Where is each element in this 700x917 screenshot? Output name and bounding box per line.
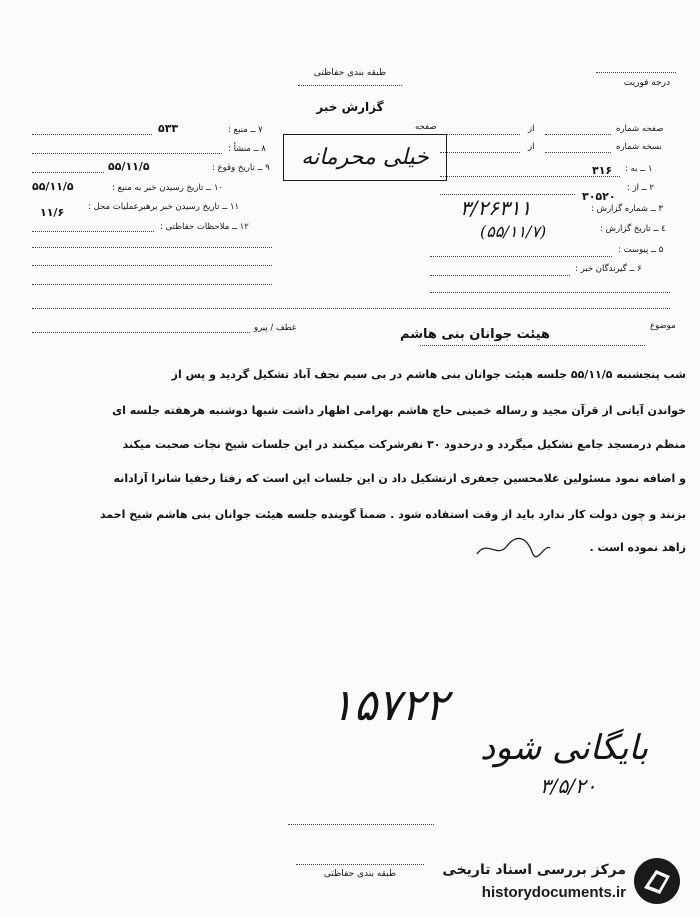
to-value: ۳۱۶	[592, 164, 613, 177]
body-line-5: بزنند و چون دولت کار ندارد باید از وقت استفاده شود . ضمناً گوینده جلسه هیئت جوانان بنی هاشم شیخ احمد	[99, 508, 686, 521]
classification-label: طبقه بندی حفاظتی	[313, 68, 387, 78]
occurrence-date-label: ۹ ــ تاریخ وقوع :	[212, 163, 270, 173]
report-date-label: ٤ ــ تاریخ گزارش :	[600, 224, 666, 234]
priority-line	[596, 72, 676, 73]
receipt-date-value: ۵۵/۱۱/۵	[32, 180, 74, 193]
subject-label: موضوع	[650, 321, 676, 331]
footer-rule	[288, 824, 434, 825]
page-label: صفحه	[415, 122, 437, 132]
reference-label: عطف / پیرو	[254, 323, 297, 333]
body-line-6: زاهد نموده است .	[589, 541, 686, 554]
source-label: ۷ ــ منبع :	[228, 125, 263, 135]
body-line-1: شب پنجشنبه ۵۵/۱۱/۵ جلسه هیئت جوانان بنی هاشم در بی سیم نجف آباد تشکیل گردید و پس از	[171, 368, 686, 381]
attachment-label: ۵ ــ پیوست :	[618, 245, 664, 255]
stamp-text: خیلی محرمانه	[301, 145, 429, 170]
ops-receipt-date-label: ۱۱ ــ تاریخ رسیدن خبر برهبرعملیات محل :	[88, 202, 240, 212]
ops-receipt-date-value: ۱۱/۶	[40, 206, 65, 219]
occurrence-date-value: ۵۵/۱۱/۵	[108, 160, 150, 173]
footer-classification: طبقه بندی حفاظتی	[323, 869, 397, 879]
classification-line	[298, 85, 402, 86]
source-value: ۵۳۳	[158, 122, 179, 135]
report-number-label: ۳ ــ شماره گزارش :	[591, 204, 663, 214]
body-line-3: منظم درمسجد جامع تشکیل میگردد و درحدود ۳۰ نفرشرکت میکنند در این جلسات شیخ نجات صحبت میکند	[122, 438, 686, 451]
file-number: ۱۵۷۲۲	[330, 680, 449, 731]
report-date-value: (۵۵/۱۱/۷)	[480, 222, 547, 241]
receipt-date-label: ۱۰ ــ تاریخ رسیدن خبر به منبع :	[112, 183, 223, 193]
from-value: ۳۰۵۲۰	[582, 190, 616, 203]
watermark-name: مرکز بررسی اسناد تاریخی	[442, 862, 626, 878]
watermark-url: historydocuments.ir	[481, 884, 626, 901]
origin-label: ۸ ــ منشأ :	[228, 144, 266, 154]
security-notes-label: ۱۲ ــ ملاحظات حفاظتی :	[160, 222, 249, 232]
archive-note: بایگانی شود	[480, 728, 649, 768]
subject-rule	[32, 308, 670, 309]
body-line-4: و اضافه نمود مسئولین غلامحسین جعفری ازتشکیل داد ن این جلسات این است که رفتا رخفیا شانرا آزادانه	[113, 472, 686, 485]
recipients-label: ۶ ــ گیرندگان خبر :	[575, 264, 642, 274]
from-label: ۲ ــ از :	[627, 183, 654, 193]
priority-label: درجه فوریت	[623, 78, 670, 88]
report-title: گزارش خبر	[316, 100, 384, 114]
to-label: ۱ ــ به :	[625, 164, 653, 174]
report-number-value: ۳/۲۶۳۱۱	[460, 196, 532, 220]
confidential-stamp	[283, 134, 447, 181]
from-label-1: از	[528, 124, 535, 134]
page-number-label: صفحه شماره	[616, 124, 664, 134]
copy-number-label: نسخه شماره	[616, 142, 662, 152]
logo-icon	[632, 856, 682, 906]
body-line-2: خواندن آیاتی از قرآن مجید و رساله خمینی حاج هاشم بهرامی اظهار داشت شبها دوشنبه هرهفته جلسه ای	[112, 404, 686, 417]
signature	[472, 534, 552, 562]
subject-text: هیئت جوانان بنی هاشم	[400, 327, 551, 342]
from-label-2: از	[528, 142, 535, 152]
archive-date: ۳/۵/۲۰	[540, 774, 597, 798]
